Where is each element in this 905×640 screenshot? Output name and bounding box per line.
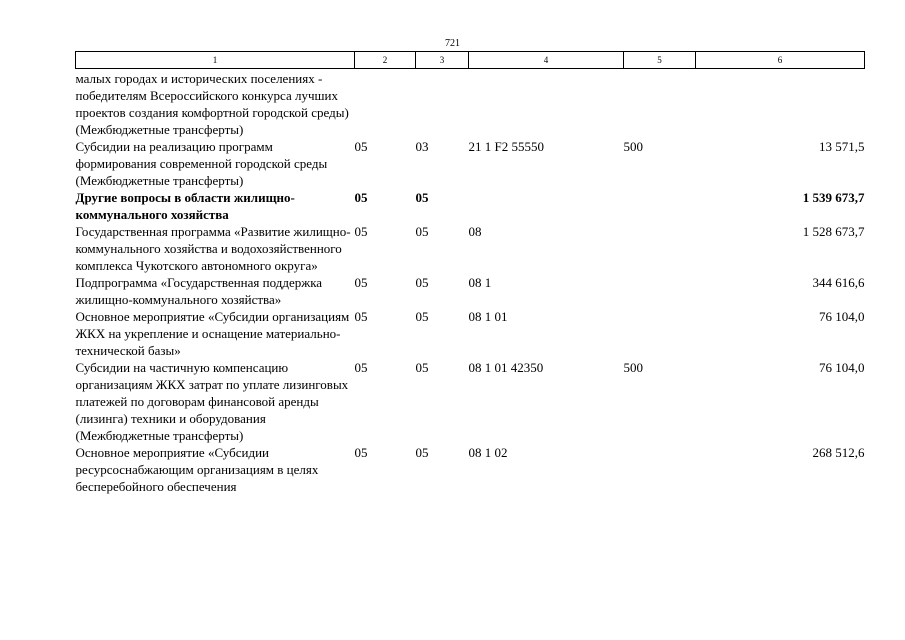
budget-table xyxy=(75,51,865,495)
table-row xyxy=(76,223,865,274)
row-vr xyxy=(624,444,696,495)
row-rz: 05 xyxy=(354,139,368,154)
row-csr: 08 1 xyxy=(468,275,492,290)
row-name: Государственная программа «Развитие жилищно-коммунального хозяйства и водохозяйственного комплекса Чукотского автономного округа» xyxy=(75,224,351,273)
row-csr: 08 1 02 xyxy=(468,445,508,460)
row-amount xyxy=(696,69,865,139)
row-pr xyxy=(416,69,469,139)
table-row xyxy=(76,308,865,359)
header-col-3: 3 xyxy=(416,52,469,69)
table-row-section xyxy=(76,189,865,223)
header-col-4: 4 xyxy=(469,52,624,69)
row-name: Другие вопросы в области жилищно-коммунального хозяйства xyxy=(75,190,295,222)
row-csr: 08 xyxy=(468,224,482,239)
row-rz xyxy=(355,69,416,139)
row-rz: 05 xyxy=(354,224,368,239)
header-col-6: 6 xyxy=(696,52,865,69)
row-rz: 05 xyxy=(354,309,368,324)
row-rz: 05 xyxy=(354,190,368,205)
row-pr: 05 xyxy=(415,360,429,375)
row-amount: 1 539 673,7 xyxy=(802,190,865,205)
page-number: 721 xyxy=(445,38,460,49)
row-rz: 05 xyxy=(354,360,368,375)
row-amount: 1 528 673,7 xyxy=(802,224,865,239)
table-row xyxy=(76,274,865,308)
row-amount: 344 616,6 xyxy=(812,275,865,290)
row-amount: 76 104,0 xyxy=(819,309,865,324)
header-col-5: 5 xyxy=(624,52,696,69)
row-name: Подпрограмма «Государственная поддержка жилищно-коммунального хозяйства» xyxy=(75,275,323,307)
table-row xyxy=(76,138,865,189)
row-name: Субсидии на частичную компенсацию организациям ЖКХ затрат по уплате лизинговых платежей по договорам финансовой аренды (лизинга) техники и оборудования (Межбюджетные трансферты) xyxy=(75,360,349,443)
row-vr xyxy=(624,223,696,274)
row-amount: 13 571,5 xyxy=(819,139,865,154)
row-name: Основное мероприятие «Субсидии ресурсоснабжающим организациям в целях бесперебойного обеспечения xyxy=(75,445,319,494)
row-vr: 500 xyxy=(623,360,643,375)
row-csr xyxy=(469,189,624,223)
row-vr xyxy=(624,274,696,308)
row-vr: 500 xyxy=(623,139,643,154)
table-row xyxy=(76,69,865,139)
row-csr: 21 1 F2 55550 xyxy=(468,139,544,154)
row-name: Субсидии на реализацию программ формирования современной городской среды (Межбюджетные трансферты) xyxy=(75,139,328,188)
row-amount: 268 512,6 xyxy=(812,445,865,460)
row-name: Основное мероприятие «Субсидии организациям ЖКХ на укрепление и оснащение материально-технической базы» xyxy=(75,309,350,358)
row-pr: 05 xyxy=(415,190,429,205)
row-pr: 03 xyxy=(415,139,429,154)
header-col-1: 1 xyxy=(76,52,355,69)
row-name: малых городах и исторических поселениях - победителям Всероссийского конкурса лучших проектов создания комфортной городской среды) (Межбюджетные трансферты) xyxy=(75,71,349,137)
row-pr: 05 xyxy=(415,309,429,324)
row-rz: 05 xyxy=(354,275,368,290)
row-vr xyxy=(624,308,696,359)
row-vr xyxy=(624,69,696,139)
row-rz: 05 xyxy=(354,445,368,460)
row-csr: 08 1 01 xyxy=(468,309,508,324)
table-row xyxy=(76,444,865,495)
header-row xyxy=(76,52,865,69)
row-csr xyxy=(469,69,624,139)
row-pr: 05 xyxy=(415,275,429,290)
row-pr: 05 xyxy=(415,224,429,239)
row-amount: 76 104,0 xyxy=(819,360,865,375)
row-pr: 05 xyxy=(415,445,429,460)
table-row xyxy=(76,359,865,444)
header-col-2: 2 xyxy=(355,52,416,69)
row-vr xyxy=(624,189,696,223)
row-csr: 08 1 01 42350 xyxy=(468,360,544,375)
